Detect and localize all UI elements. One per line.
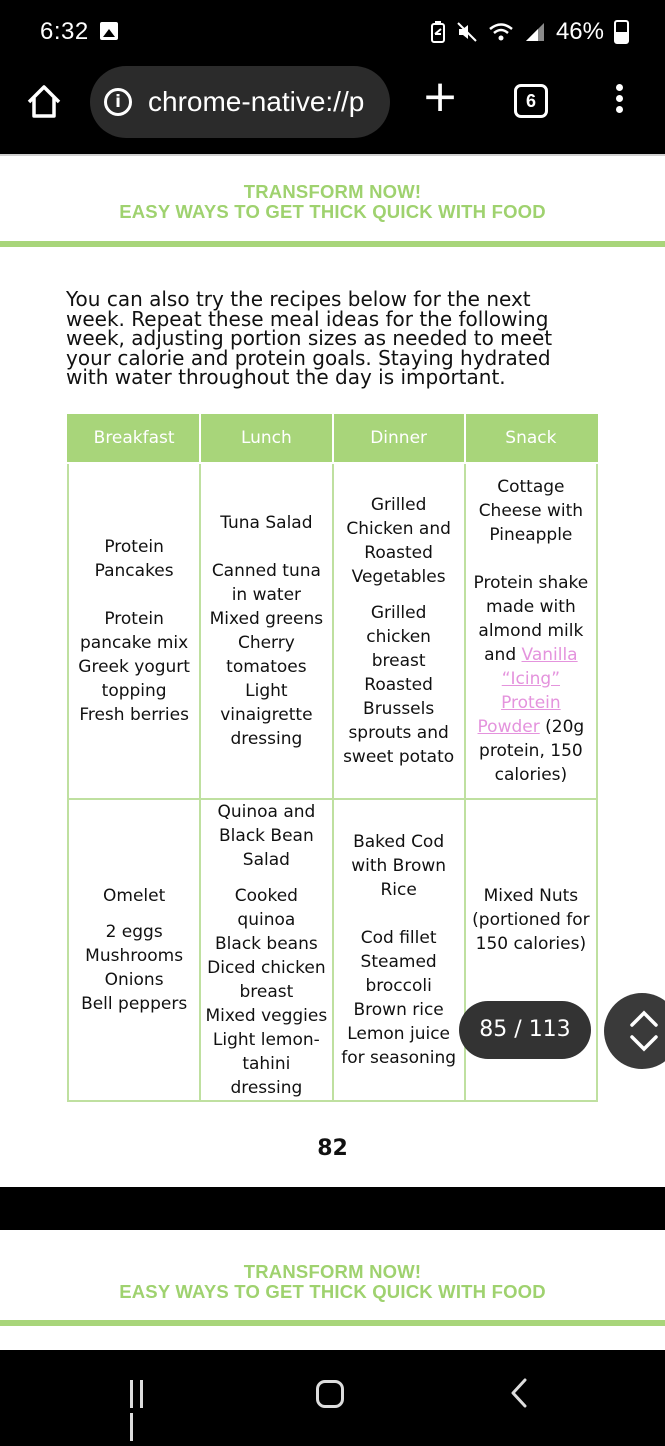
column-header: Breakfast [68, 414, 200, 463]
cell-line: Black Bean [219, 826, 314, 846]
cell-line: Pancakes [94, 561, 174, 581]
cell-line: for seasoning [341, 1048, 457, 1068]
cell-line: Mixed Nuts [483, 886, 579, 906]
cell-line: Pineapple [489, 525, 573, 545]
table-header-row [68, 414, 597, 463]
cell-line: 2 eggs [105, 922, 163, 942]
url-text[interactable]: chrome-native://p [148, 86, 365, 117]
scroll-chevrons-icon [624, 1005, 664, 1057]
battery-saver-icon [430, 21, 446, 43]
intro-paragraph: You can also try the recipes below for the next week. Repeat these meal ideas for the following week, adjusting portion sizes as needed to meet your calorie and protein goals. Staying hydrated with water throughout the day is important. [66, 287, 553, 389]
info-icon[interactable]: i [104, 88, 132, 116]
status-bar [0, 0, 665, 62]
cell-line: Brown rice [353, 1000, 444, 1020]
cell-line [470, 643, 592, 667]
cell-line: tomatoes [226, 657, 307, 677]
cell-line: Protein [104, 537, 164, 557]
mute-icon [456, 21, 478, 43]
page-separator [0, 1187, 665, 1230]
status-icons [430, 18, 629, 46]
cell-line: Diced chicken [207, 958, 326, 978]
cell-line: Tuna Salad [220, 513, 313, 533]
table-cell [200, 799, 332, 1101]
cell-line: Cheese with [478, 501, 584, 521]
battery-icon [614, 20, 629, 44]
more-vert-icon[interactable] [612, 84, 626, 120]
cell-line: Lemon juice [347, 1024, 451, 1044]
cell-line: Mixed greens [209, 609, 324, 629]
pdf-page-viewer[interactable] [0, 154, 665, 1350]
cell-text: (20g [539, 717, 585, 737]
cell-line: Steamed [360, 952, 437, 972]
header-title: TRANSFORM NOW! [243, 181, 422, 202]
plus-icon[interactable]: + [421, 71, 459, 122]
cell-line: Protein shake [473, 573, 589, 593]
cell-line: in water [231, 585, 302, 605]
cell-line: Baked Cod [353, 832, 445, 852]
cell-line: Greek yogurt [78, 657, 190, 677]
cell-line: Canned tuna [211, 561, 321, 581]
system-nav-bar [0, 1350, 665, 1440]
cell-line: dressing [230, 1078, 303, 1098]
cell-line: Fresh berries [79, 705, 189, 725]
nav-home-icon[interactable] [316, 1380, 344, 1408]
cell-line [470, 715, 592, 739]
status-time: 6:32 [40, 18, 89, 45]
table-cell [333, 463, 465, 799]
cell-line: Vegetables [351, 567, 446, 587]
tab-switcher-icon[interactable]: 6 [514, 84, 548, 118]
cell-line: Mushrooms [85, 946, 184, 966]
column-header: Lunch [200, 414, 332, 463]
table-cell [68, 799, 200, 1101]
cell-line: quinoa [237, 910, 296, 930]
cell-line: dressing [230, 729, 303, 749]
cell-line: Roasted [364, 543, 433, 563]
header-subtitle: EASY WAYS TO GET THICK QUICK WITH FOOD [119, 1281, 546, 1302]
cell-line: vinaigrette [220, 705, 313, 725]
page-counter: 85 / 113 [459, 1001, 591, 1059]
cell-line: Grilled [370, 603, 427, 623]
cell-line: protein, 150 [479, 741, 583, 761]
cell-line: almond milk [478, 621, 584, 641]
cell-line: Light [245, 681, 288, 701]
next-page-header [0, 1262, 665, 1302]
product-link[interactable]: “Icing” [501, 669, 560, 689]
cell-line: breast [239, 982, 294, 1002]
cell-line: Salad [242, 850, 290, 870]
cell-line: Onions [104, 970, 164, 990]
address-bar[interactable] [90, 66, 390, 138]
page-number: 82 [317, 1136, 348, 1161]
gallery-notification-icon [100, 22, 118, 40]
table-cell [333, 799, 465, 1101]
product-link[interactable]: Vanilla [521, 645, 578, 665]
recents-icon[interactable] [130, 1380, 158, 1408]
table-cell [465, 463, 597, 799]
cell-line: 150 calories) [475, 934, 587, 954]
cell-line: Brussels [363, 699, 435, 719]
wifi-icon [488, 21, 514, 43]
cell-line [470, 691, 592, 715]
cell-line: Rice [380, 880, 417, 900]
cell-line: chicken [366, 627, 431, 647]
cell-line: sweet potato [343, 747, 455, 767]
cell-line: Omelet [103, 886, 166, 906]
signal-icon [524, 21, 546, 43]
cell-line: Protein [104, 609, 164, 629]
cell-line [470, 667, 592, 691]
browser-toolbar [0, 62, 665, 154]
divider [0, 154, 665, 156]
home-icon[interactable] [24, 82, 64, 122]
product-link[interactable]: Powder [477, 717, 540, 737]
cell-line: tahini [242, 1054, 291, 1074]
table-cell [200, 463, 332, 799]
cell-line: Light lemon- [212, 1030, 320, 1050]
header-rule [0, 241, 665, 247]
cell-line: Cottage [497, 477, 565, 497]
column-header: Dinner [333, 414, 465, 463]
cell-line: Mixed veggies [205, 1006, 328, 1026]
cell-line: calories) [494, 765, 568, 785]
header-title: TRANSFORM NOW! [243, 1261, 422, 1282]
column-header: Snack [465, 414, 597, 463]
page-header [0, 182, 665, 222]
cell-line: Cherry [237, 633, 295, 653]
cell-line: sprouts and [348, 723, 449, 743]
header-rule [0, 1320, 665, 1326]
cell-line: made with [486, 597, 576, 617]
cell-line: Cod fillet [360, 928, 437, 948]
header-subtitle: EASY WAYS TO GET THICK QUICK WITH FOOD [119, 201, 546, 222]
cell-line: breast [371, 651, 426, 671]
cell-line: Cooked [234, 886, 298, 906]
cell-line: Bell peppers [81, 994, 188, 1014]
meal-plan-table [67, 414, 598, 1102]
battery-percent: 46% [555, 18, 604, 45]
product-link[interactable]: Protein [501, 693, 561, 713]
cell-line: with Brown [351, 856, 447, 876]
cell-line: pancake mix [80, 633, 189, 653]
cell-line: Black beans [215, 934, 318, 954]
cell-line: broccoli [365, 976, 432, 996]
back-icon[interactable] [505, 1378, 535, 1408]
table-row [68, 463, 597, 799]
cell-line: topping [101, 681, 167, 701]
cell-line: Grilled [370, 495, 427, 515]
cell-line: Quinoa and [217, 802, 316, 822]
cell-line: Chicken and [346, 519, 451, 539]
and-text: and [484, 645, 522, 665]
table-cell [68, 463, 200, 799]
cell-line: Roasted [364, 675, 433, 695]
cell-line: (portioned for [472, 910, 590, 930]
